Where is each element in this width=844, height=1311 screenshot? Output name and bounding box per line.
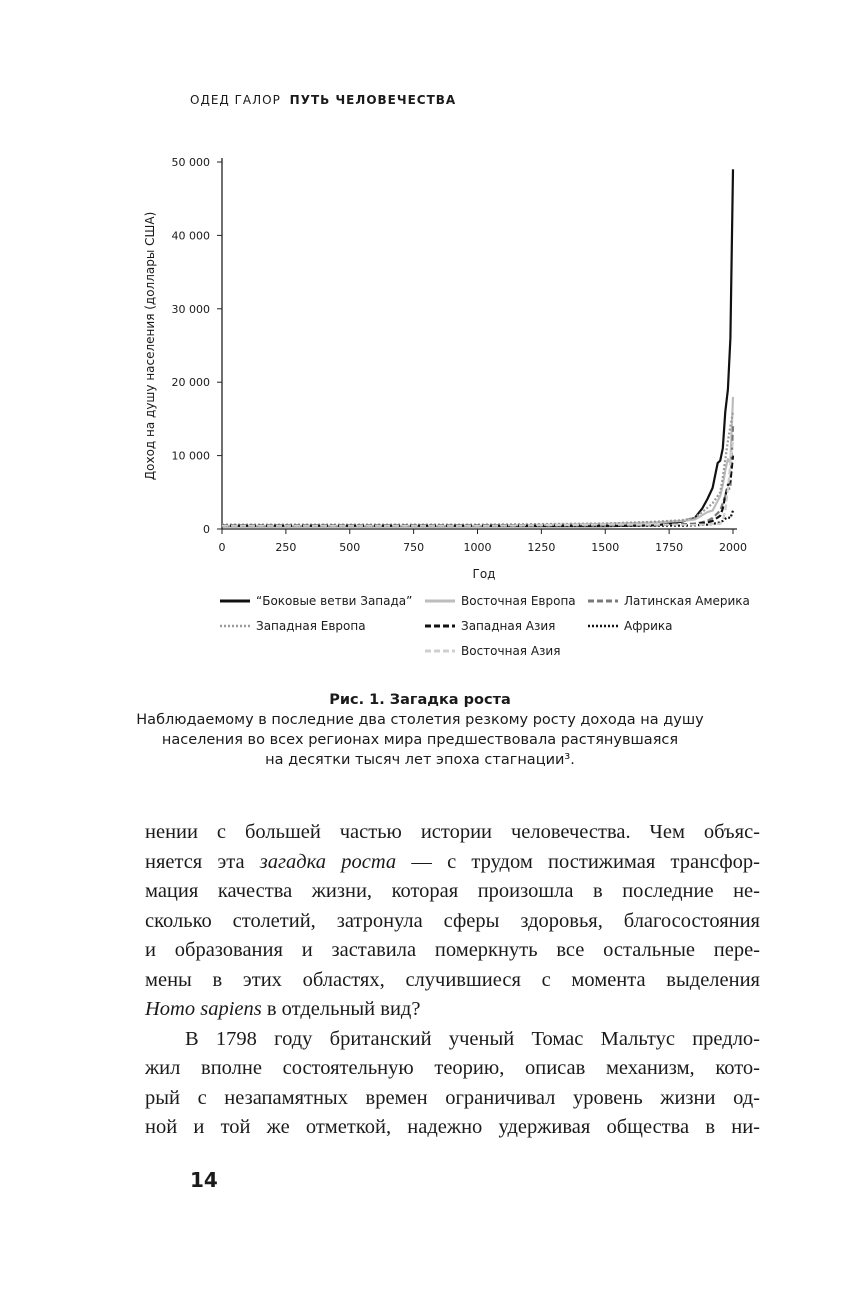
x-tick-label: 1250 (527, 541, 556, 554)
figure-caption (130, 690, 710, 770)
body-line (145, 995, 760, 1025)
x-tick-label: 0 (218, 541, 226, 554)
body-line: нении с большей частью истории человечества. Чем объяс- (145, 821, 760, 843)
series-line-6 (222, 441, 733, 526)
legend-label: “Боковые ветви Запада” (256, 594, 413, 608)
y-tick-label: 0 (203, 523, 210, 536)
legend-item (425, 644, 560, 658)
y-axis-title: Доход на душу населения (доллары США) (143, 211, 157, 481)
y-tick-label: 30 000 (171, 302, 210, 316)
body-line: рый с незапамятных времен ограничивал уровень жизни од- (145, 1086, 760, 1109)
legend-label: Восточная Азия (461, 644, 561, 658)
x-tick-label: 1500 (591, 541, 620, 554)
legend-label: Восточная Европа (461, 594, 576, 608)
legend-item (588, 594, 750, 608)
legend-swatch (588, 598, 618, 604)
legend-swatch (425, 648, 455, 654)
legend-item (220, 619, 366, 633)
series-line-0 (222, 169, 733, 526)
body-line (145, 848, 760, 878)
text-run: — с трудом постижимая трансфор- (396, 850, 760, 873)
italic-term: Homo sapiens (145, 998, 262, 1020)
page-number: 14 (190, 1168, 218, 1192)
income-chart (0, 0, 844, 590)
body-line: сколько столетий, затронула сферы здоровья, благосостояния (145, 909, 760, 932)
body-line: жил вполне состоятельную теорию, описав механизм, кото- (145, 1057, 760, 1079)
body-line: и образования и заставила померкнуть все остальные пере- (145, 939, 760, 961)
x-tick-label: 1000 (463, 541, 492, 554)
caption-line: Наблюдаемому в последние два столетия резкому росту дохода на душу (136, 712, 704, 728)
y-tick-label: 50 000 (171, 156, 210, 169)
y-tick-label: 40 000 (171, 229, 210, 243)
series-line-2 (222, 426, 733, 526)
text-run: в отдельный вид? (261, 998, 421, 1020)
body-line: В 1798 году британский ученый Томас Мальтус предло- (185, 1027, 760, 1050)
chart-legend (220, 590, 780, 660)
series-line-4 (222, 456, 733, 526)
caption-line: населения во всех регионах мира предшествовала растянувшаяся (161, 732, 679, 748)
legend-label: Западная Азия (461, 619, 556, 633)
y-tick-label: 10 000 (171, 449, 210, 463)
running-head-author: ОДЕД ГАЛОР (190, 93, 281, 107)
text-run: няется эта (145, 850, 260, 873)
running-head-book-title: ПУТЬ ЧЕЛОВЕЧЕСТВА (289, 93, 457, 107)
legend-swatch (425, 598, 455, 604)
legend-swatch (425, 623, 455, 629)
series-line-1 (222, 397, 733, 526)
body-text (145, 818, 760, 1143)
legend-swatch (220, 598, 250, 604)
x-tick-label: 750 (403, 541, 425, 554)
legend-swatch (220, 623, 250, 629)
body-line: мены в этих областях, случившиеся с момента выделения (145, 968, 760, 991)
body-line: мация качества жизни, которая произошла в последние не- (145, 880, 760, 902)
italic-term: загадка роста (259, 850, 397, 873)
x-tick-label: 2000 (719, 541, 747, 554)
x-tick-label: 500 (339, 541, 361, 554)
legend-item (588, 619, 673, 633)
legend-label: Латинская Америка (624, 594, 750, 608)
legend-swatch (588, 623, 618, 629)
caption-line: на десятки тысяч лет эпоха стагнации³. (265, 752, 575, 768)
legend-item (220, 594, 412, 608)
series-line-3 (222, 412, 733, 525)
x-axis-title: Год (472, 567, 496, 581)
y-tick-label: 20 000 (171, 376, 210, 390)
caption-title: Рис. 1. Загадка роста (329, 692, 511, 708)
legend-item (425, 619, 555, 633)
legend-label: Африка (624, 619, 673, 633)
body-line: ной и той же отметкой, надежно удерживая общества в ни- (145, 1116, 760, 1138)
legend-label: Западная Европа (256, 619, 366, 633)
x-tick-label: 1750 (655, 541, 684, 554)
legend-item (425, 594, 576, 608)
x-tick-label: 250 (275, 541, 297, 554)
